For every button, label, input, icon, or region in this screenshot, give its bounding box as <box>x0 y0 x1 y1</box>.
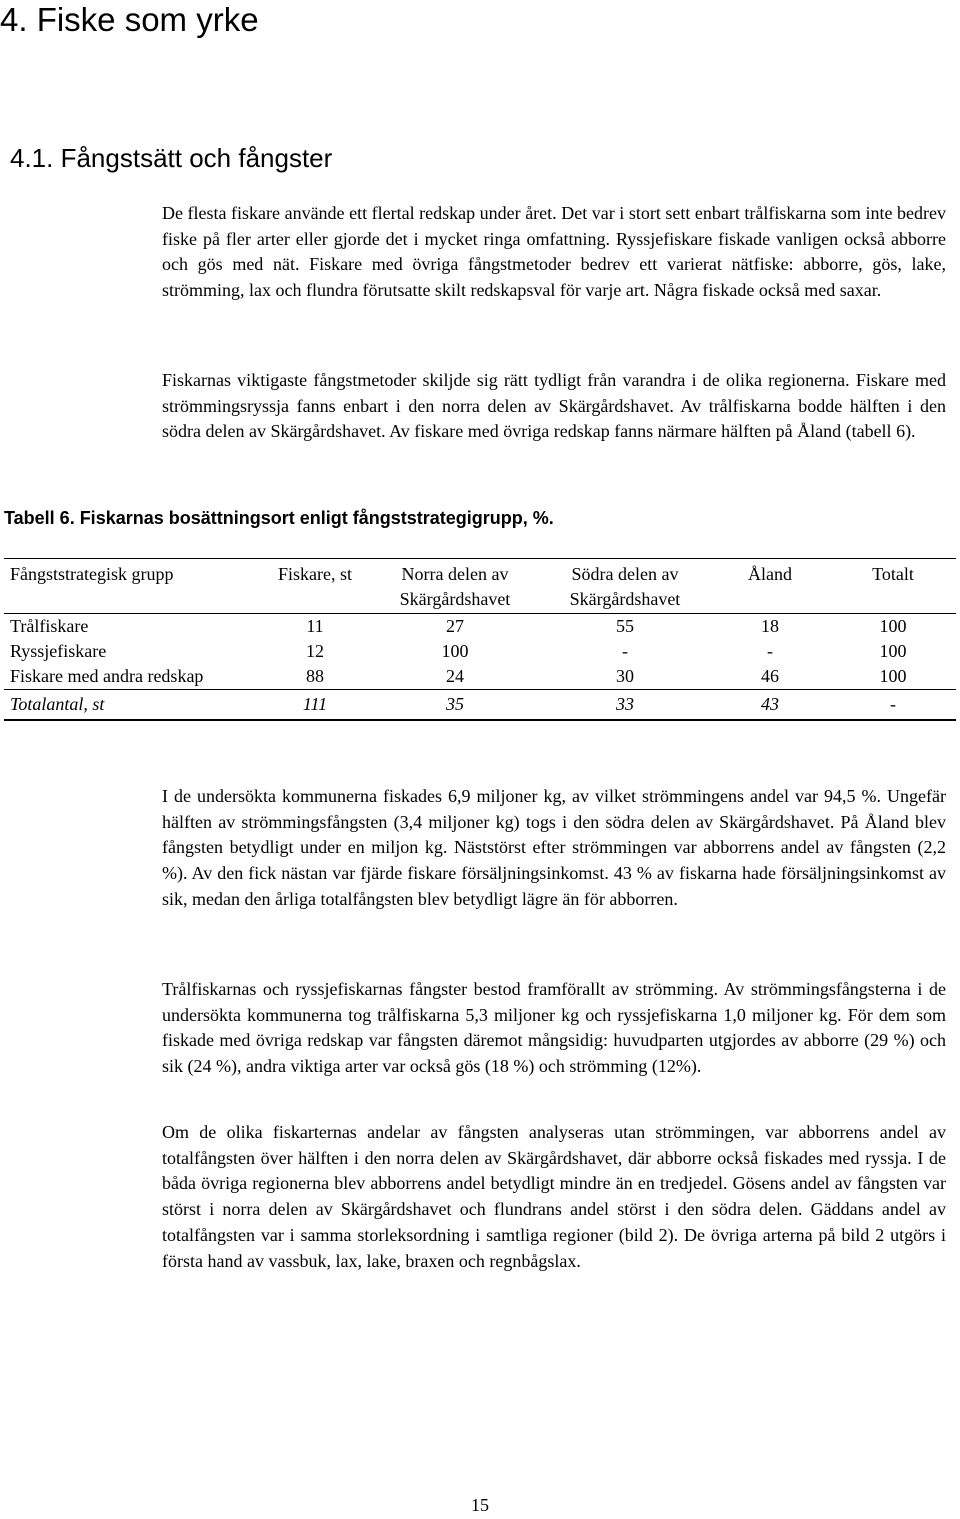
header-totalt: Totalt <box>830 559 956 614</box>
paragraph-regions: Fiskarnas viktigaste fångstmetoder skiljde sig rätt tydligt från varandra i de olika regionerna. Fiskare med strömmingsryssja fanns enbart i den norra delen av Skärgårdshavet. Av trålfiskarna bodde hälften i den södra delen av Skärgårdshavet. Av fiskare med övriga redskap fanns närmare hälften på Åland (tabell 6). <box>162 370 946 442</box>
cell-sodra: 55 <box>616 616 634 636</box>
cell-totalt: 100 <box>879 616 907 636</box>
cell-fiskare: 88 <box>306 666 324 686</box>
cell-group: Trålfiskare <box>10 616 89 636</box>
paragraph-trawlers: Trålfiskarnas och ryssjefiskarnas fångster bestod framförallt av strömming. Av strömmingsfångsterna i de undersökta kommunerna tog trålfiskarna 5,3 miljoner kg och ryssjefiskarna 1,0 miljoner kg. För dem som fiskade med övriga redskap var fångsten däremot mångsidig: huvudparten utgjordes av abborre (29 %) och sik (24 %), andra viktiga arter var också gös (18 %) och strömming (12%). <box>162 979 946 1077</box>
cell-norra: 27 <box>446 616 464 636</box>
cell-group: Fiskare med andra redskap <box>10 666 204 686</box>
cell-aland: 43 <box>710 690 830 721</box>
table-caption: Tabell 6. Fiskarnas bosättningsort enligt fångststrategigrupp, %. <box>4 508 554 528</box>
section-title: 4.1. Fångstsätt och fångster <box>10 143 333 173</box>
header-norra: Norra delen av Skärgårdshavet <box>370 559 540 614</box>
cell-norra: 100 <box>441 641 469 661</box>
cell-sodra: 30 <box>616 666 634 686</box>
cell-group: Ryssjefiskare <box>10 641 107 661</box>
table-row <box>4 614 956 640</box>
cell-fiskare: 12 <box>306 641 324 661</box>
paragraph-catch: I de undersökta kommunerna fiskades 6,9 miljoner kg, av vilket strömmingens andel var 94,5 %. Ungefär hälften av strömmingsfångsten (3,4 miljoner kg) togs i den södra delen av Skärgårdshavet. På Åland blev fångsten betydligt under en miljon kg. Näststörst efter strömmingen var abborrens andel av fångsten (2,2 %). Av den fick nästan var fjärde fiskare försäljningsinkomst. 43 % av fiskarna hade försäljningsinkomst av sik, medan den årliga totalfångsten blev betydligt lägre än för abborren. <box>162 786 946 909</box>
paragraph-species: Om de olika fiskarternas andelar av fångsten analyseras utan strömmingen, var abborrens andel av totalfångsten över hälften i den norra delen av Skärgårdshavet, där abborre också fiskades med ryssja. I de båda övriga regionerna blev abborrens andel betydligt mindre än en tredjedel. Gösens andel av fångsten var störst i norra delen av Skärgårdshavet och flundrans andel störst i den södra delen. Gäddans andel av totalfångsten var i samma storleksordning i samtliga regioner (bild 2). De övriga arterna på bild 2 utgörs i första hand av vassbuk, lax, lake, braxen och regnbågslax. <box>162 1122 946 1271</box>
cell-norra: 24 <box>446 666 464 686</box>
cell-totalt: 100 <box>879 666 907 686</box>
cell-fiskare: 111 <box>260 690 370 721</box>
table-total-row <box>4 690 956 721</box>
cell-aland: 46 <box>761 666 779 686</box>
paragraph-intro: De flesta fiskare använde ett flertal redskap under året. Det var i stort sett enbart trålfiskarna som inte bedrev fiske på fler arter eller gjorde det i mycket ringa omfattning. Ryssjefiskare fiskade vanligen också abborre och gös med nät. Fiskare med övriga fångstmetoder bedrev ett varierat nätfiske: abborre, gös, lake, strömming, lax och flundra förutsatte skilt redskapsval för varje art. Några fiskade också med saxar. <box>162 203 946 301</box>
page-number: 15 <box>471 1495 489 1515</box>
header-group: Fångststrategisk grupp <box>4 559 260 614</box>
cell-norra: 35 <box>370 690 540 721</box>
chapter-title: 4. Fiske som yrke <box>0 1 259 38</box>
cell-aland: 18 <box>761 616 779 636</box>
cell-group: Totalantal, st <box>4 690 260 721</box>
header-fiskare: Fiskare, st <box>260 559 370 614</box>
cell-aland: - <box>767 641 773 661</box>
header-sodra: Södra delen av Skärgårdshavet <box>540 559 710 614</box>
header-aland: Åland <box>710 559 830 614</box>
table-6 <box>4 558 956 721</box>
table-row <box>4 664 956 690</box>
cell-totalt: 100 <box>879 641 907 661</box>
table-row <box>4 639 956 664</box>
table-header-row <box>4 559 956 614</box>
cell-sodra: 33 <box>540 690 710 721</box>
cell-fiskare: 11 <box>306 616 324 636</box>
cell-sodra: - <box>622 641 628 661</box>
cell-totalt: - <box>830 690 956 721</box>
